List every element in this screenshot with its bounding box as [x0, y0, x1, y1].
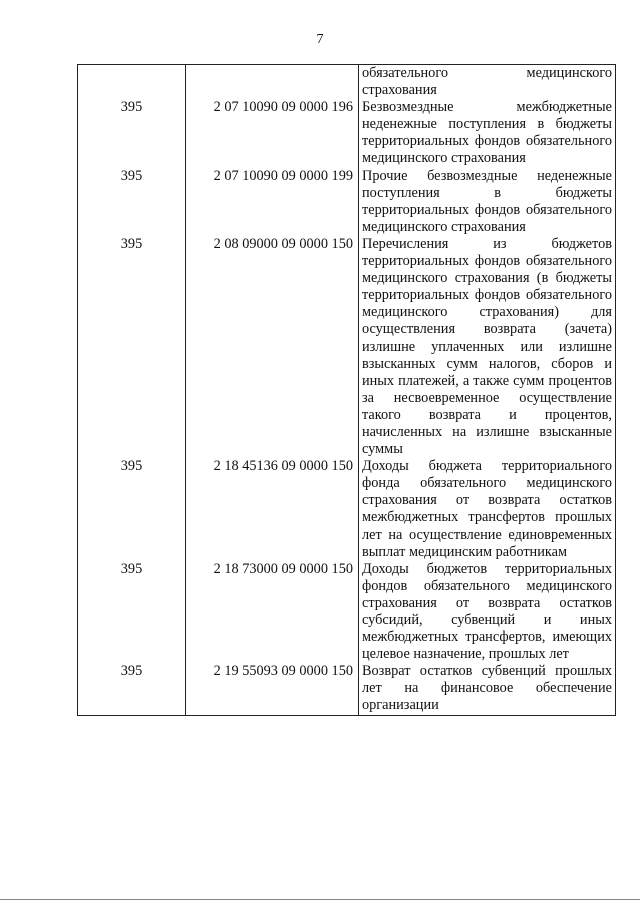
description-text: Безвозмездные межбюджетные неденежные поступления в бюджеты территориальных фондов обязательного медицинского страхования [362, 99, 612, 167]
admin-code-cell: 395 [78, 236, 186, 458]
table-row [78, 168, 616, 236]
description-cell [359, 663, 616, 715]
budget-code-cell: 2 08 09000 09 0000 150 [186, 236, 359, 458]
description-text: Доходы бюджетов территориальных фондов обязательного медицинского страхования от возврата остатков субсидий, субвенций и иных межбюджетных трансфертов, имеющих целевое назначение, прошлых лет [362, 560, 612, 663]
page-bottom-edge [0, 899, 640, 900]
description-cell [359, 561, 616, 664]
budget-code-cell: 2 07 10090 09 0000 196 [186, 99, 359, 167]
table-row [78, 65, 616, 100]
budget-code-cell [186, 65, 359, 100]
budget-code-cell: 2 07 10090 09 0000 199 [186, 168, 359, 236]
admin-code-cell: 395 [78, 561, 186, 664]
table-row [78, 99, 616, 167]
description-cell [359, 168, 616, 236]
table-row [78, 236, 616, 458]
admin-code-cell [78, 65, 186, 100]
budget-code-cell: 2 19 55093 09 0000 150 [186, 663, 359, 715]
description-cell [359, 65, 616, 100]
classification-table [77, 64, 616, 716]
description-text: Доходы бюджета территориального фонда обязательного медицинского страхования от возврата остатков межбюджетных трансфертов прошлых лет на осуществление единовременных выплат медицинским работникам [362, 458, 612, 560]
description-cell [359, 458, 616, 561]
admin-code-cell: 395 [78, 458, 186, 561]
description-text: обязательного медицинского страхования [362, 65, 612, 99]
description-text: Прочие безвозмездные неденежные поступления в бюджеты территориальных фондов обязательного медицинского страхования [362, 167, 612, 235]
budget-code-cell: 2 18 73000 09 0000 150 [186, 561, 359, 664]
table-row [78, 663, 616, 715]
page-number: 7 [316, 32, 324, 47]
description-text: Возврат остатков субвенций прошлых лет на финансовое обеспечение организации [362, 663, 612, 714]
table-row [78, 458, 616, 561]
admin-code-cell: 395 [78, 99, 186, 167]
admin-code-cell: 395 [78, 168, 186, 236]
description-cell [359, 99, 616, 167]
table-row [78, 561, 616, 664]
budget-code-cell: 2 18 45136 09 0000 150 [186, 458, 359, 561]
admin-code-cell: 395 [78, 663, 186, 715]
description-cell [359, 236, 616, 458]
description-text: Перечисления из бюджетов территориальных фондов обязательного медицинского страхования (в бюджеты территориальных фондов обязательного медицинского страхования) для осуществления возврата (зачета) излишне уплаченных или излишне взысканных сумм налогов, сборов и иных платежей, а также сумм процентов за несвоевременное осуществление такого возврата и процентов, начисленных на излишне взысканные суммы [362, 235, 612, 458]
